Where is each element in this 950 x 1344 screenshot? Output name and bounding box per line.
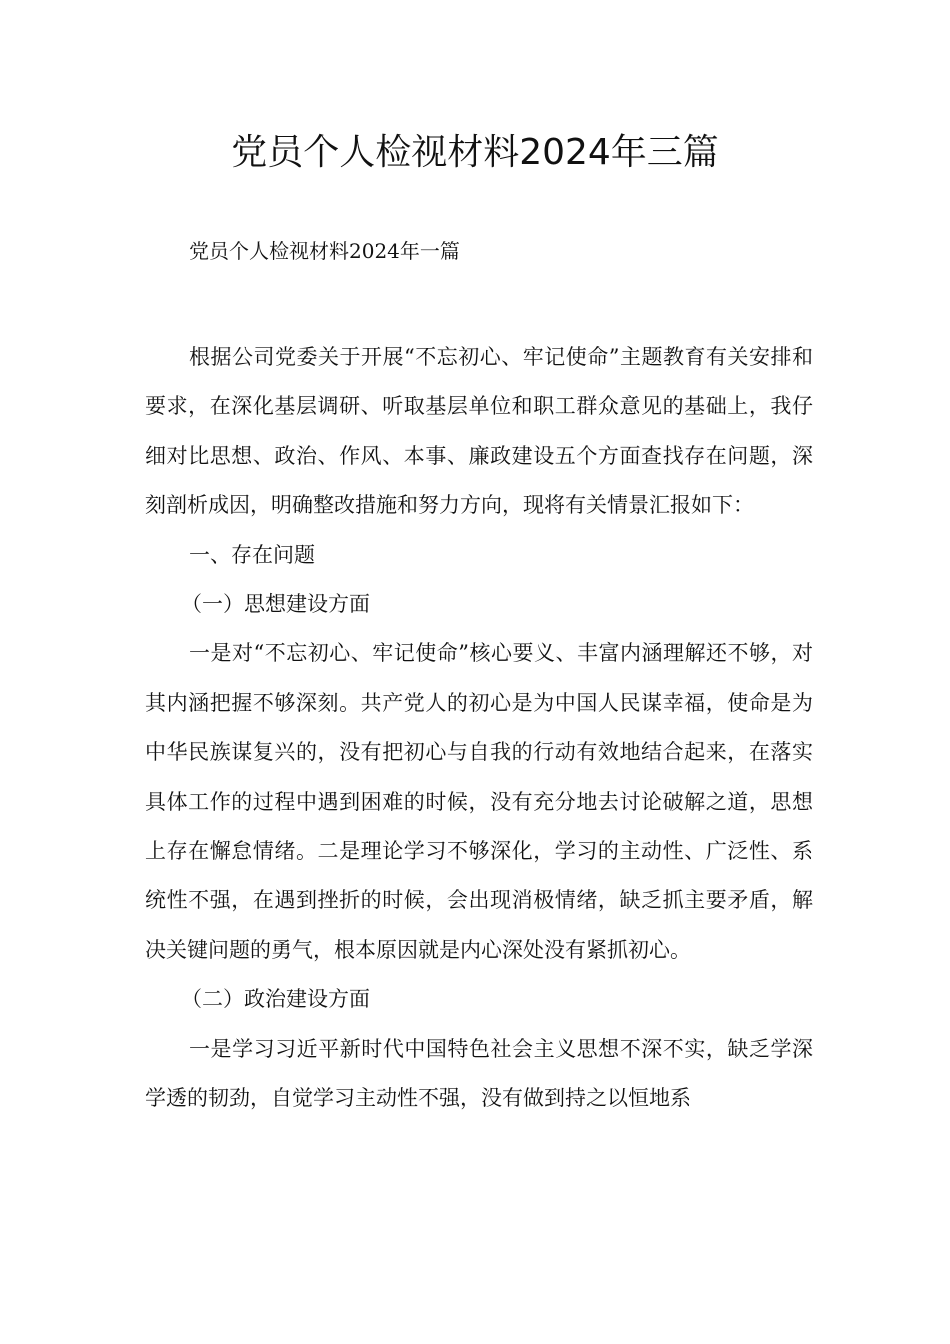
politics-paragraph: 一是学习习近平新时代中国特色社会主义思想不深不实，缺乏学深学透的韧劲，自觉学习主动性不强，没有做到持之以恒地系 [145,1036,813,1111]
intro-paragraph: 根据公司党委关于开展“不忘初心、牢记使命”主题教育有关安排和要求，在深化基层调研、听取基层单位和职工群众意见的基础上，我仔细对比思想、政治、作风、本事、廉政建设五个方面查找存在问题，深刻剖析成因，明确整改措施和努力方向，现将有关情景汇报如下： [145,345,813,518]
document-body [145,333,813,1124]
document-title: 党员个人检视材料2024年三篇 [231,132,719,173]
subsection-heading-thought: （一）思想建设方面 [181,592,370,617]
thought-paragraph: 一是对“不忘初心、牢记使命”核心要义、丰富内涵理解还不够，对其内涵把握不够深刻。共产党人的初心是为中国人民谋幸福，使命是为中华民族谋复兴的，没有把初心与自我的行动有效地结合起来，在落实具体工作的过程中遇到困难的时候，没有充分地去讨论破解之道，思想上存在懈怠情绪。二是理论学习不够深化，学习的主动性、广泛性、系统性不强，在遇到挫折的时候，会出现消极情绪，缺乏抓主要矛盾，解决关键问题的勇气，根本原因就是内心深处没有紧抓初心。 [145,641,813,962]
subsection-heading-politics: （二）政治建设方面 [181,987,370,1012]
section-heading-problems: 一、存在问题 [189,542,315,567]
document-subtitle: 党员个人检视材料2024年一篇 [189,239,460,263]
